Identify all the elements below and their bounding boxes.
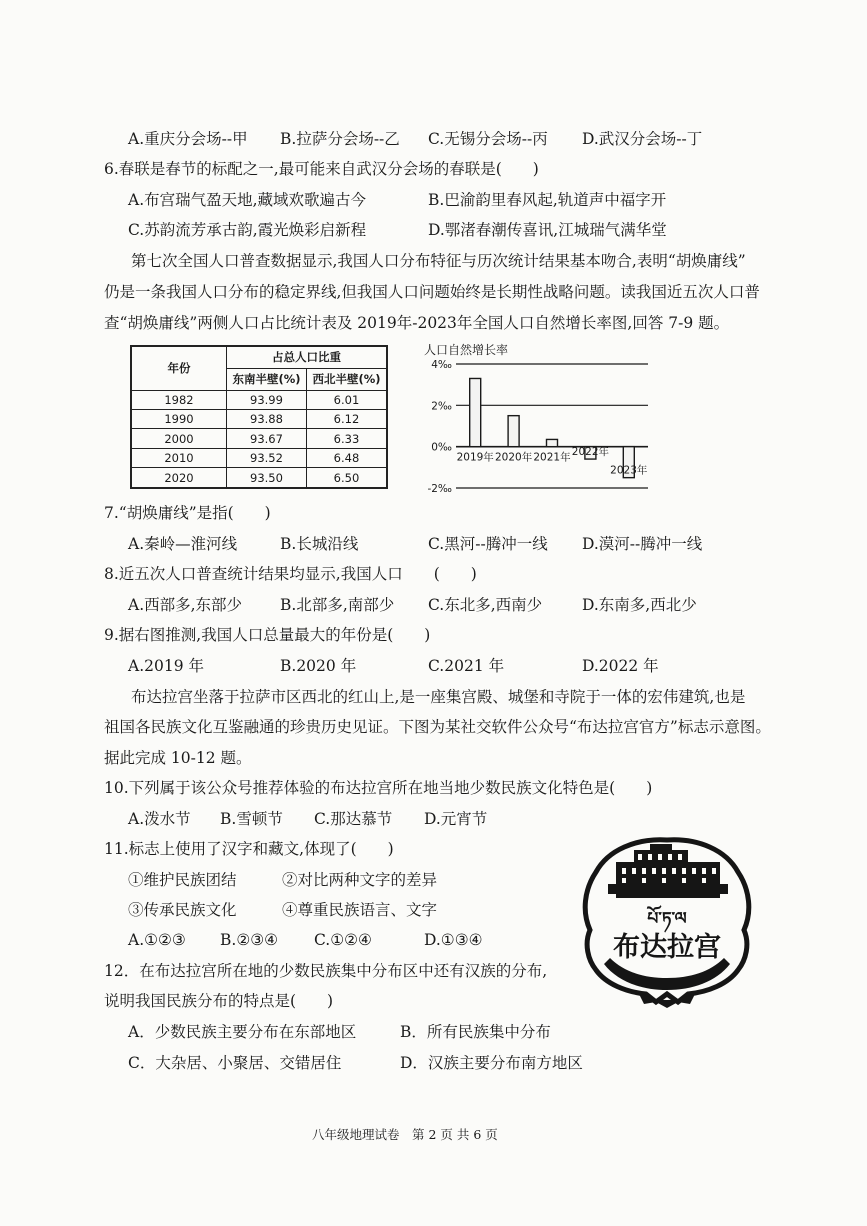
q5-option-a[interactable]: A.重庆分会场--甲	[128, 130, 248, 148]
table-cell-year: 1990	[131, 409, 227, 428]
q11-option-a[interactable]: A.①②③	[128, 931, 186, 949]
q11-item-1: ①维护民族团结	[128, 871, 237, 889]
q11-option-b[interactable]: B.②③④	[220, 931, 279, 949]
chart-x-tick-label: 2021年	[533, 451, 571, 464]
table-cell-southeast: 93.67	[227, 429, 307, 448]
q10-option-b[interactable]: B.雪顿节	[220, 810, 283, 828]
q11-item-4: ④尊重民族语言、文字	[282, 901, 438, 919]
q6-stem: 6.春联是春节的标配之一,最可能来自武汉分会场的春联是( )	[104, 160, 539, 178]
potala-palace-logo	[578, 832, 756, 1008]
table-row	[131, 448, 387, 467]
q7-option-d[interactable]: D.漠河--腾冲一线	[582, 535, 703, 553]
table-cell-year: 2010	[131, 448, 227, 467]
page-footer: 八年级地理试卷 第 2 页 共 6 页	[312, 1127, 498, 1142]
q5-option-b[interactable]: B.拉萨分会场--乙	[280, 130, 400, 148]
table-header-year: 年份	[131, 346, 227, 390]
passage1-line-2: 仍是一条我国人口分布的稳定界线,但我国人口问题始终是长期性战略问题。读我国近五次人口普	[104, 283, 760, 301]
q6-option-a[interactable]: A.布宫瑞气盈天地,藏域欢歌遍古今	[128, 191, 367, 209]
chart-bar	[547, 439, 558, 446]
table-cell-northwest: 6.50	[306, 468, 387, 488]
q7-option-b[interactable]: B.长城沿线	[280, 535, 359, 553]
chart-x-tick-label: 2022年	[571, 446, 610, 459]
q11-option-d[interactable]: D.①③④	[424, 931, 483, 949]
table-cell-southeast: 93.88	[227, 409, 307, 428]
q9-option-b[interactable]: B.2020 年	[280, 657, 357, 675]
logo-tibetan-text: པོ་ཏ་ལ	[647, 909, 687, 929]
table-cell-southeast: 93.99	[227, 390, 307, 409]
chart-x-tick-label: 2019年	[456, 451, 494, 464]
passage2-line-3: 据此完成 10-12 题。	[104, 749, 252, 767]
table-cell-northwest: 6.33	[306, 429, 387, 448]
table-header-share: 占总人口比重	[227, 346, 388, 368]
q5-option-d[interactable]: D.武汉分会场--丁	[582, 130, 703, 148]
q10-stem: 10.下列属于该公众号推荐体验的布达拉宫所在地当地少数民族文化特色是( )	[104, 779, 653, 797]
chart-x-tick-label: 2020年	[494, 451, 533, 464]
table-row	[131, 468, 387, 488]
q12-stem-line-2: 说明我国民族分布的特点是( )	[104, 992, 334, 1010]
q5-option-c[interactable]: C.无锡分会场--丙	[428, 130, 548, 148]
q12-option-b[interactable]: B．所有民族集中分布	[400, 1023, 551, 1041]
table-row	[131, 409, 387, 428]
q9-option-c[interactable]: C.2021 年	[428, 657, 505, 675]
q11-stem: 11.标志上使用了汉字和藏文,体现了( )	[104, 840, 394, 858]
chart-y-tick-label: -2‰	[427, 483, 452, 495]
table-cell-northwest: 6.12	[306, 409, 387, 428]
table-row	[131, 390, 387, 409]
table-cell-year: 2000	[131, 429, 227, 448]
table-header-northwest: 西北半壁(%)	[306, 368, 387, 390]
q7-option-a[interactable]: A.秦岭—淮河线	[128, 535, 238, 553]
q11-option-c[interactable]: C.①②④	[314, 931, 372, 949]
chart-y-tick-label: 0‰	[431, 441, 452, 454]
q9-option-a[interactable]: A.2019 年	[128, 657, 204, 675]
q8-stem: 8.近五次人口普查统计结果均显示,我国人口 ( )	[104, 565, 477, 583]
table-header-southeast: 东南半壁(%)	[227, 368, 307, 390]
q6-option-b[interactable]: B.巴渝韵里春风起,轨道声中福字开	[428, 191, 667, 209]
table-cell-northwest: 6.01	[306, 390, 387, 409]
logo-chinese-text: 布达拉宫	[613, 932, 721, 963]
q12-option-d[interactable]: D．汉族主要分布南方地区	[400, 1054, 583, 1072]
q7-stem: 7.“胡焕庸线”是指( )	[104, 504, 271, 522]
q6-option-c[interactable]: C.苏韵流芳承古韵,霞光焕彩启新程	[128, 221, 367, 239]
q12-option-a[interactable]: A．少数民族主要分布在东部地区	[128, 1023, 357, 1041]
chart-bar	[508, 416, 519, 447]
q12-option-c[interactable]: C．大杂居、小聚居、交错居住	[128, 1054, 342, 1072]
passage2-line-1: 布达拉宫坐落于拉萨市区西北的红山上,是一座集宫殿、城堡和寺院于一体的宏伟建筑,也是	[131, 688, 746, 706]
q11-item-3: ③传承民族文化	[128, 901, 237, 919]
growth-rate-chart	[420, 338, 660, 498]
table-cell-southeast: 93.50	[227, 468, 307, 488]
passage2-line-2: 祖国各民族文化互鉴融通的珍贵历史见证。下图为某社交软件公众号“布达拉宫官方”标志示意图。	[104, 718, 771, 736]
q9-stem: 9.据右图推测,我国人口总量最大的年份是( )	[104, 626, 431, 644]
passage1-line-1: 第七次全国人口普查数据显示,我国人口分布特征与历次统计结果基本吻合,表明“胡焕庸线”	[131, 252, 746, 270]
table-cell-northwest: 6.48	[306, 448, 387, 467]
q8-option-d[interactable]: D.东南多,西北少	[582, 596, 697, 614]
q9-option-d[interactable]: D.2022 年	[582, 657, 659, 675]
q12-stem-line-1: 12．在布达拉宫所在地的少数民族集中分布区中还有汉族的分布,	[104, 962, 548, 980]
chart-x-tick-label: 2023年	[610, 464, 648, 477]
q8-option-a[interactable]: A.西部多,东部少	[128, 596, 243, 614]
chart-title: 人口自然增长率	[424, 343, 509, 357]
q7-option-c[interactable]: C.黑河--腾冲一线	[428, 535, 548, 553]
table-cell-year: 2020	[131, 468, 227, 488]
q10-option-d[interactable]: D.元宵节	[424, 810, 488, 828]
q8-option-b[interactable]: B.北部多,南部少	[280, 596, 395, 614]
chart-y-tick-label: 2‰	[431, 400, 452, 413]
chart-y-tick-label: 4‰	[431, 359, 452, 371]
table-row	[131, 429, 387, 448]
q10-option-c[interactable]: C.那达慕节	[314, 810, 393, 828]
q10-option-a[interactable]: A.泼水节	[128, 810, 191, 828]
passage1-line-3: 查“胡焕庸线”两侧人口占比统计表及 2019年-2023年全国人口自然增长率图,回答 7-9 题。	[104, 314, 730, 332]
chart-bar	[470, 378, 481, 446]
table-cell-southeast: 93.52	[227, 448, 307, 467]
q6-option-d[interactable]: D.鄂渚春潮传喜讯,江城瑞气满华堂	[428, 221, 667, 239]
q8-option-c[interactable]: C.东北多,西南少	[428, 596, 543, 614]
population-share-table	[130, 345, 388, 489]
table-cell-year: 1982	[131, 390, 227, 409]
q11-item-2: ②对比两种文字的差异	[282, 871, 438, 889]
